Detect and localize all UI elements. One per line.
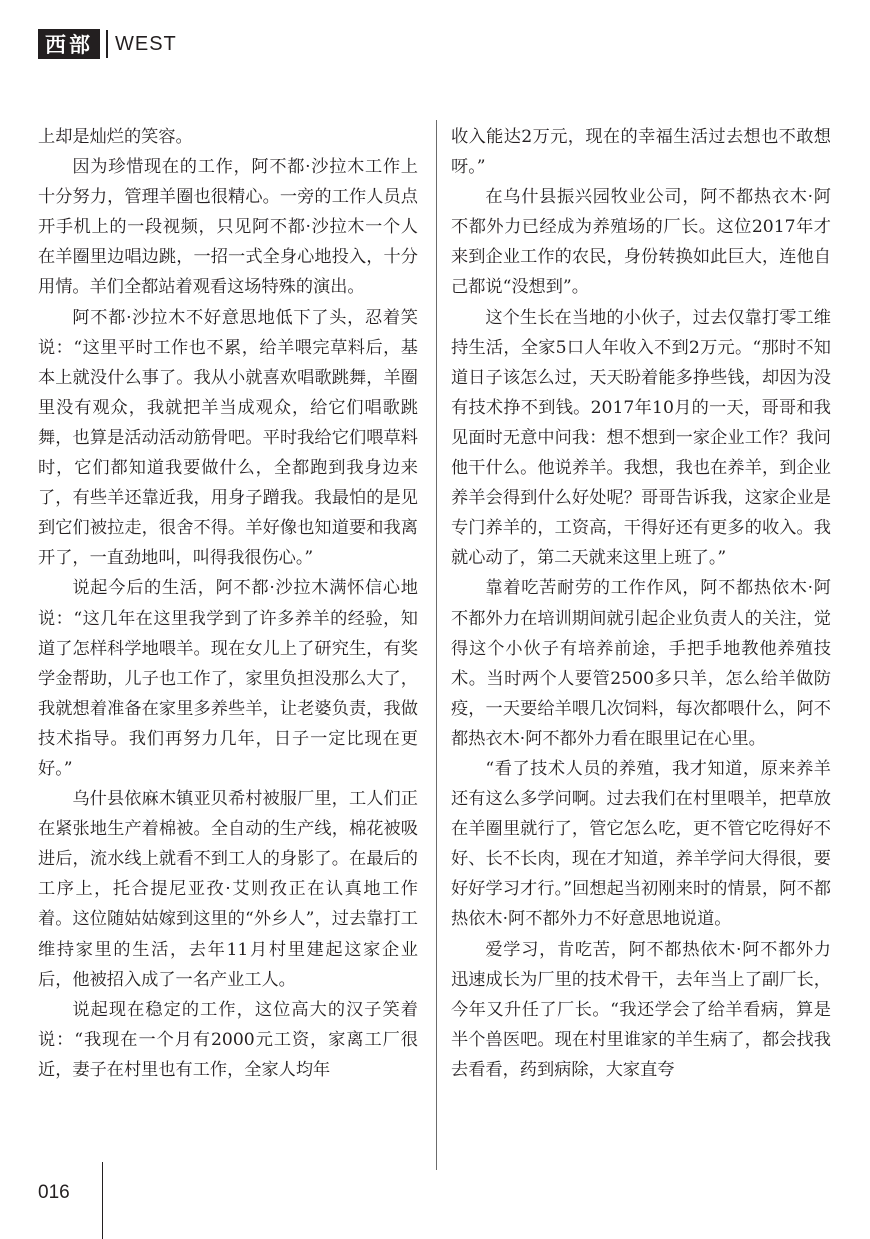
paragraph: 这个生长在当地的小伙子，过去仅靠打零工维持生活，全家5口人年收入不到2万元。“那时不知道日子该怎么过，天天盼着能多挣些钱，却因为没有技术挣不到钱。2017年10月的一天，哥哥和我见面时无意中问我：想不想到一家企业工作？我问他干什么。他说养羊。我想，我也在养羊，到企业养羊会得到什么好处呢？哥哥告诉我，这家企业是专门养羊的，工资高，干得好还有更多的收入。我就心动了，第二天就来这里上班了。” xyxy=(451,307,831,569)
paragraph: 说起现在稳定的工作，这位高大的汉子笑着说：“我现在一个月有2000元工资，家离工厂很近，妻子在村里也有工作，全家人均年 xyxy=(38,999,418,1080)
left-column xyxy=(38,122,418,1085)
column-divider xyxy=(436,120,437,1170)
paragraph: 在乌什县振兴园牧业公司，阿不都热衣木·阿不都外力已经成为养殖场的厂长。这位2017年才来到企业工作的农民，身份转换如此巨大，连他自己都说“没想到”。 xyxy=(451,187,831,298)
magazine-logo: 西部 xyxy=(38,29,100,59)
footer-divider xyxy=(102,1162,103,1239)
paragraph: 阿不都·沙拉木不好意思地低下了头，忍着笑说：“这里平时工作也不累，给羊喂完草料后，基本上就没什么事了。我从小就喜欢唱歌跳舞，羊圈里没有观众，我就把羊当成观众，给它们唱歌跳舞，也算是活动活动筋骨吧。平时我给它们喂草料时，它们都知道我要做什么，全都跑到我身边来了，有些羊还靠近我，用身子蹭我。我最怕的是见到它们被拉走，很舍不得。羊好像也知道要和我离开了，一直劲地叫，叫得我很伤心。” xyxy=(38,307,418,569)
paragraph: 爱学习，肯吃苦，阿不都热依木·阿不都外力迅速成长为厂里的技术骨干，去年当上了副厂长，今年又升任了厂长。“我还学会了给羊看病，算是半个兽医吧。现在村里谁家的羊生病了，都会找我去看看，药到病除，大家直夸 xyxy=(451,939,831,1080)
paragraph: 乌什县依麻木镇亚贝希村被服厂里，工人们正在紧张地生产着棉被。全自动的生产线，棉花被吸进后，流水线上就看不到工人的身影了。在最后的工序上，托合提尼亚孜·艾则孜正在认真地工作着。这位随姑姑嫁到这里的“外乡人”，过去靠打工维持家里的生活，去年11月村里建起这家企业后，他被招入成了一名产业工人。 xyxy=(38,789,418,990)
paragraph: 说起今后的生活，阿不都·沙拉木满怀信心地说：“这几年在这里我学到了许多养羊的经验，知道了怎样科学地喂羊。现在女儿上了研究生，有奖学金帮助，儿子也工作了，家里负担没那么大了，我就想着准备在家里多养些羊，让老婆负责，我做技术指导。我们再努力几年，日子一定比现在更好。” xyxy=(38,578,418,779)
paragraph: “看了技术人员的养殖，我才知道，原来养羊还有这么多学问啊。过去我们在村里喂羊，把草放在羊圈里就行了，管它怎么吃，更不管它吃得好不好、长不长肉，现在才知道，养羊学问大得很，要好好学习才行。”回想起当初刚来时的情景，阿不都热依木·阿不都外力不好意思地说道。 xyxy=(451,758,831,930)
right-column xyxy=(451,122,831,1085)
header-separator xyxy=(106,30,108,58)
page-number: 016 xyxy=(38,1182,70,1203)
paragraph: 上却是灿烂的笑容。 xyxy=(38,127,193,147)
page-header xyxy=(38,28,177,60)
paragraph: 靠着吃苦耐劳的工作作风，阿不都热依木·阿不都外力在培训期间就引起企业负责人的关注，觉得这个小伙子有培养前途，手把手地教他养殖技术。当时两个人要管2500多只羊，怎么给羊做防疫，一天要给羊喂几次饲料，每次都喂什么，阿不都热衣木·阿不都外力看在眼里记在心里。 xyxy=(451,578,831,749)
section-label: WEST xyxy=(115,32,177,55)
paragraph: 因为珍惜现在的工作，阿不都·沙拉木工作上十分努力，管理羊圈也很精心。一旁的工作人员点开手机上的一段视频，只见阿不都·沙拉木一个人在羊圈里边唱边跳，一招一式全身心地投入，十分用情。羊们全都站着观看这场特殊的演出。 xyxy=(38,157,418,298)
paragraph: 收入能达2万元，现在的幸福生活过去想也不敢想呀。” xyxy=(451,127,831,178)
